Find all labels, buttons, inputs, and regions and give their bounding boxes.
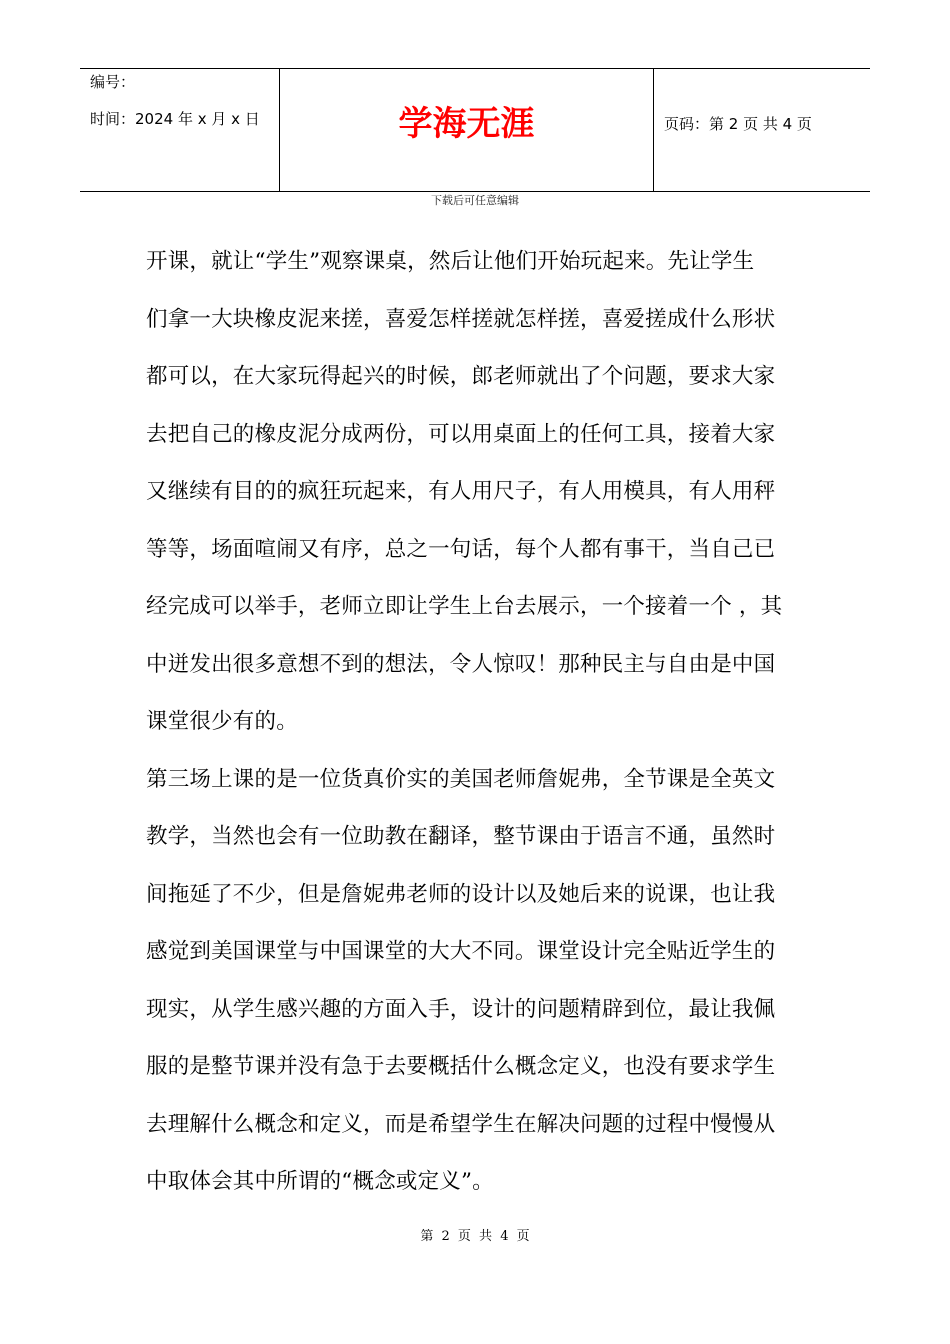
header-info-cell — [80, 69, 280, 191]
page-footer: 第 2 页 共 4 页 — [420, 1229, 530, 1244]
body-line: 间拖延了不少，但是詹妮弗老师的设计以及她后来的说课，也让我 — [146, 881, 776, 907]
body-line: 课堂很少有的。 — [146, 709, 298, 734]
body-line: 去把自己的橡皮泥分成两份，可以用桌面上的任何工具，接着大家 — [146, 421, 776, 447]
document-header — [80, 68, 870, 192]
page-number-label: 页码：第 2 页 共 4 页 — [664, 115, 812, 133]
body-line: 等等，场面喧闹又有序，总之一句话，每个人都有事干，当自己已 — [146, 536, 776, 562]
header-title-cell — [280, 69, 654, 191]
body-line: 中迸发出很多意想不到的想法，令人惊叹！那种民主与自由是中国 — [146, 651, 776, 677]
edit-note: 下载后可任意编辑 — [431, 194, 519, 207]
header-page-cell — [654, 69, 870, 191]
body-line: 现实，从学生感兴趣的方面入手，设计的问题精辟到位，最让我佩 — [146, 996, 776, 1022]
body-line: 第三场上课的是一位货真价实的美国老师詹妮弗，全节课是全英文 — [146, 766, 776, 792]
body-line: 服的是整节课并没有急于去要概括什么概念定义，也没有要求学生 — [146, 1054, 776, 1079]
body-line: 经完成可以举手，老师立即让学生上台去展示，一个接着一个 ，其 — [146, 594, 783, 619]
body-line: 们拿一大块橡皮泥来搓，喜爱怎样搓就怎样搓，喜爱搓成什么形状 — [146, 306, 776, 332]
document-time-label: 时间：2024 年 x 月 x 日 — [90, 110, 260, 128]
body-line: 去理解什么概念和定义，而是希望学生在解决问题的过程中慢慢从 — [146, 1111, 776, 1137]
document-body — [146, 233, 810, 1211]
body-line: 中取体会其中所谓的“概念或定义”。 — [146, 1169, 494, 1194]
document-title: 学海无涯 — [398, 104, 535, 144]
body-line: 都可以，在大家玩得起兴的时候，郎老师就出了个问题，要求大家 — [146, 364, 776, 389]
body-line: 教学，当然也会有一位助教在翻译，整节课由于语言不通，虽然时 — [146, 824, 776, 849]
body-line: 感觉到美国课堂与中国课堂的大大不同。课堂设计完全贴近学生的 — [146, 939, 776, 964]
body-line: 开课，就让“学生”观察课桌，然后让他们开始玩起来。先让学生 — [146, 249, 755, 274]
body-line: 又继续有目的的疯狂玩起来，有人用尺子，有人用模具，有人用秤 — [146, 479, 776, 504]
document-number-label: 编号： — [90, 73, 136, 91]
